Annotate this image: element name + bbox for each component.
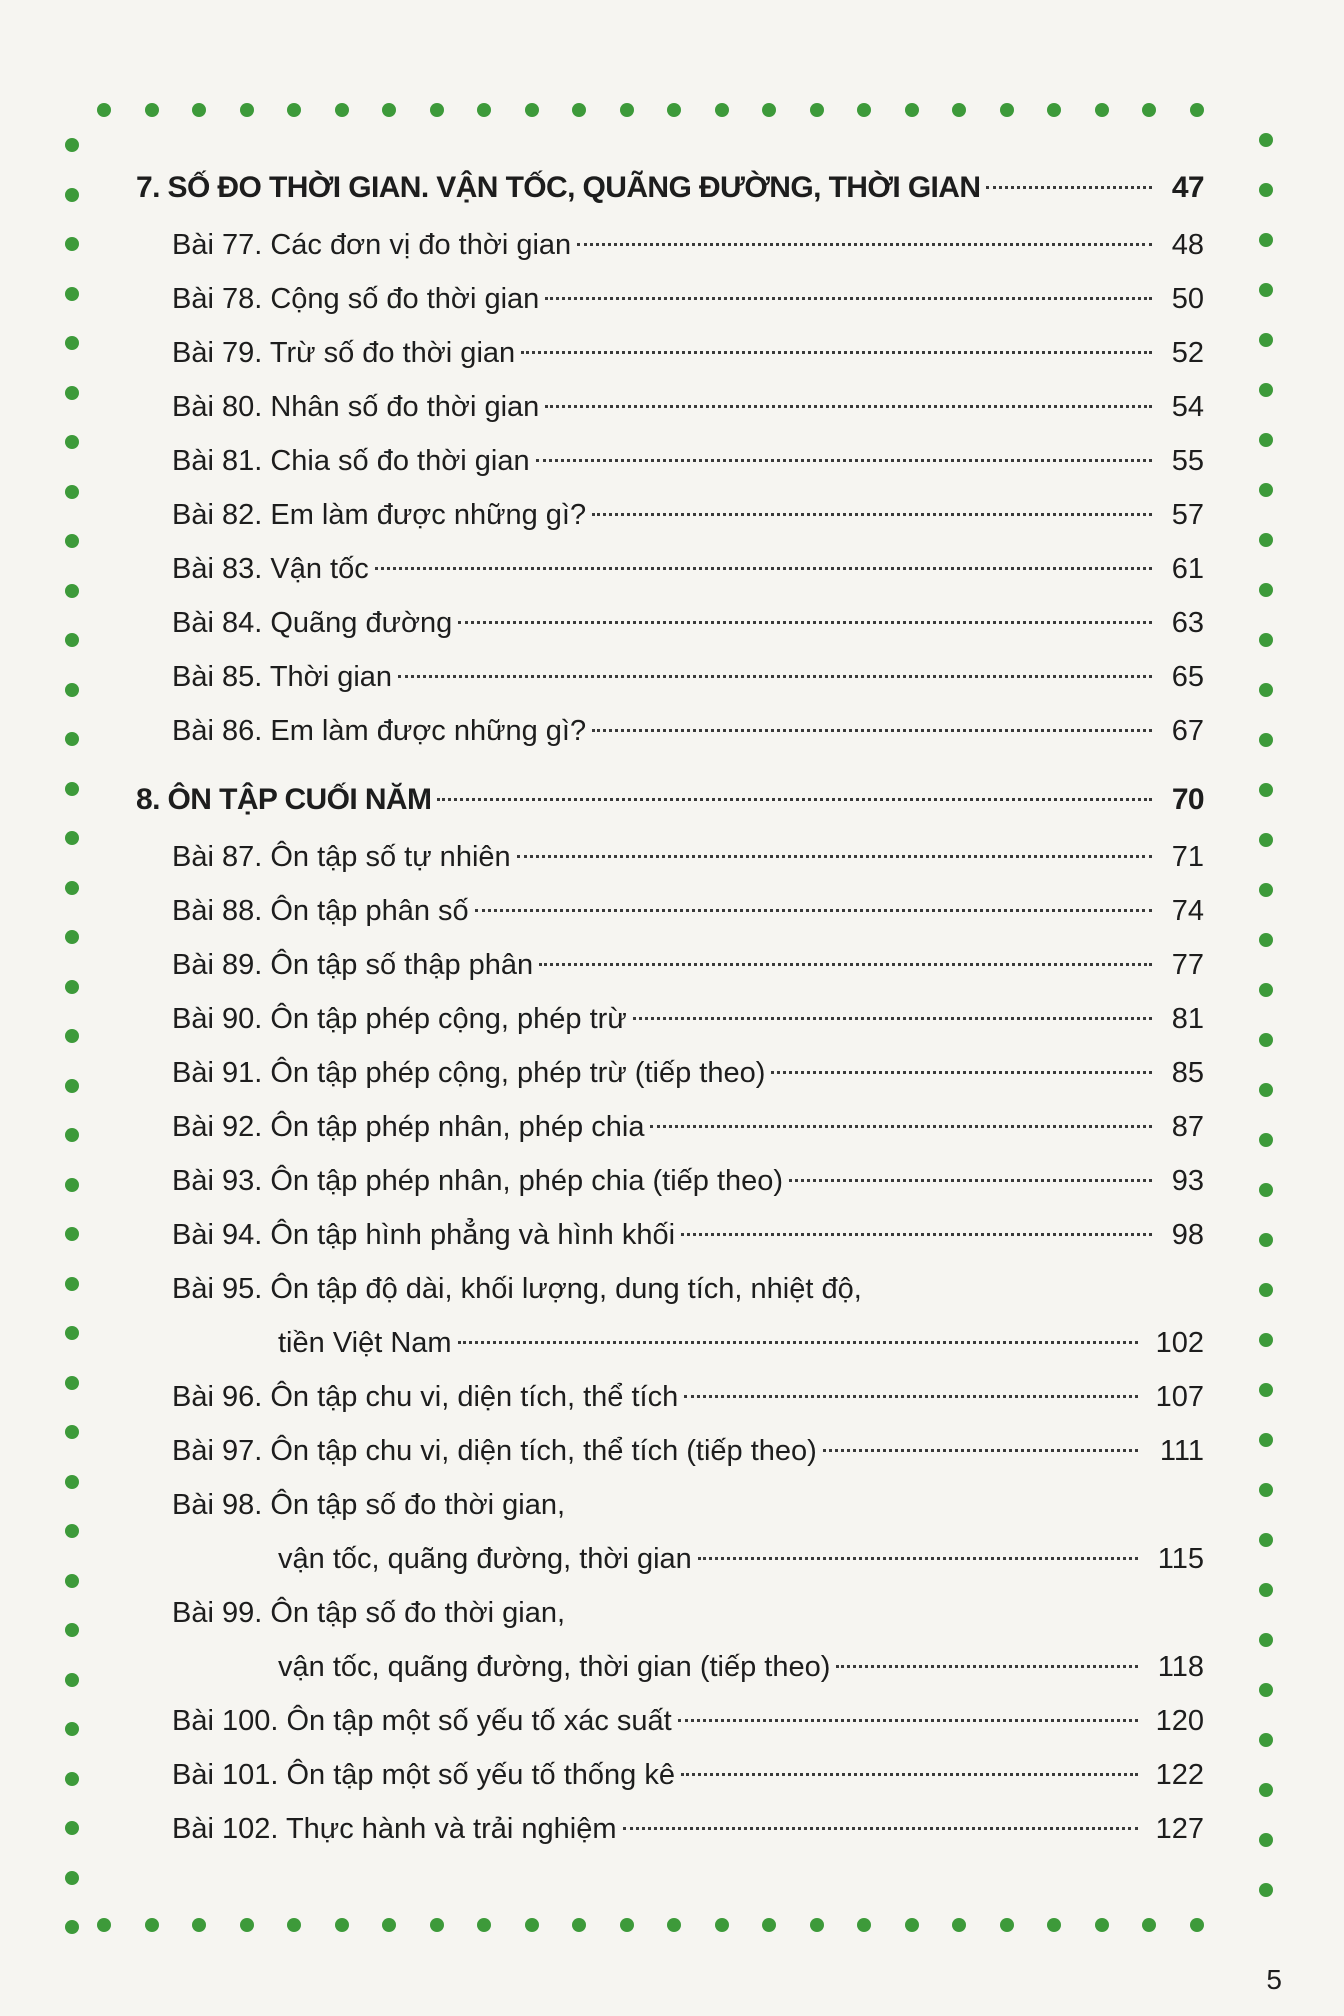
section-title: 7. SỐ ĐO THỜI GIAN. VẬN TỐC, QUÃNG ĐƯỜNG, THỜI GIAN [136,171,981,204]
border-dot [1259,1483,1273,1497]
lesson-page: 63 [1171,607,1204,639]
border-dot [65,1079,79,1093]
border-dot [65,1673,79,1687]
border-dot [1259,1633,1273,1647]
border-dot [240,103,254,117]
lesson-title: Trừ số đo thời gian [269,337,516,369]
border-dot [1259,1733,1273,1747]
lesson-label: Bài 93. [172,1165,263,1197]
border-dot [1259,1183,1273,1197]
lesson-label: Bài 79. [172,337,263,369]
lesson-title: Vận tốc [270,553,369,585]
border-dot [1259,1433,1273,1447]
border-dot [620,103,634,117]
border-dot [1259,1033,1273,1047]
border-dot [65,534,79,548]
border-dot [1259,783,1273,797]
lesson-label: Bài 87. [172,841,263,873]
border-dot [335,103,349,117]
border-dot [667,1918,681,1932]
lesson-label: Bài 78. [172,283,263,315]
border-dot [810,103,824,117]
border-dot [1259,383,1273,397]
lesson-page: 61 [1171,553,1204,585]
lesson-title-continued: vận tốc, quãng đường, thời gian [278,1543,692,1575]
border-dot [1259,333,1273,347]
border-dot [430,103,444,117]
border-dot [145,103,159,117]
border-dot [382,103,396,117]
border-dot [525,1918,539,1932]
lesson-title: Các đơn vị đo thời gian [270,229,572,261]
border-dot [145,1918,159,1932]
border-dot [525,103,539,117]
lesson-page: 107 [1155,1381,1204,1413]
toc-entry[interactable] [136,1154,1204,1208]
border-dot [762,1918,776,1932]
section-page: 47 [1171,171,1204,204]
border-dot [1259,1683,1273,1697]
lesson-label: Bài 94. [172,1219,263,1251]
lesson-label: Bài 88. [172,895,263,927]
lesson-page: 102 [1155,1327,1204,1359]
lesson-title: Ôn tập chu vi, diện tích, thể tích [270,1381,679,1413]
border-dot [620,1918,634,1932]
border-dot [1259,183,1273,197]
border-dot [65,584,79,598]
border-dot [335,1918,349,1932]
toc-entry[interactable] [136,830,1204,884]
lesson-label: Bài 101. [172,1759,279,1791]
toc-entry[interactable] [136,272,1204,326]
border-dot [857,103,871,117]
lesson-page: 50 [1171,283,1204,315]
border-dot [1259,233,1273,247]
lesson-title: Ôn tập độ dài, khối lượng, dung tích, nhiệt độ, [270,1273,862,1305]
lesson-title: Em làm được những gì? [270,715,587,747]
lesson-label: Bài 92. [172,1111,263,1143]
border-dot [65,435,79,449]
border-dot [65,1029,79,1043]
border-dot [1259,1083,1273,1097]
lesson-label: Bài 90. [172,1003,263,1035]
border-dot [1259,433,1273,447]
lesson-title: Ôn tập hình phẳng và hình khối [270,1219,676,1251]
lesson-title: Ôn tập phép cộng, phép trừ (tiếp theo) [270,1057,766,1089]
border-dot [1259,1533,1273,1547]
lesson-page: 87 [1171,1111,1204,1143]
border-dot [65,287,79,301]
border-dot [65,1623,79,1637]
border-dot [65,980,79,994]
lesson-label: Bài 96. [172,1381,263,1413]
lesson-title: Ôn tập phép nhân, phép chia [270,1111,645,1143]
border-dot [65,336,79,350]
lesson-page: 54 [1171,391,1204,423]
lesson-title: Nhân số đo thời gian [270,391,540,423]
toc-entry[interactable] [136,542,1204,596]
toc-entry[interactable] [136,326,1204,380]
lesson-page: 55 [1171,445,1204,477]
border-dot [65,237,79,251]
toc-entry[interactable] [136,1370,1204,1424]
toc-entry[interactable] [136,1694,1204,1748]
toc-entry[interactable] [136,650,1204,704]
border-dot [905,1918,919,1932]
lesson-title: Ôn tập một số yếu tố thống kê [286,1759,675,1791]
section-title: 8. ÔN TẬP CUỐI NĂM [136,783,432,816]
border-dot [1259,533,1273,547]
lesson-title: Chia số đo thời gian [270,445,530,477]
toc-entry-line2[interactable] [136,1532,1204,1586]
toc-entry[interactable] [136,1100,1204,1154]
toc-entry[interactable] [136,596,1204,650]
lesson-title: Ôn tập số đo thời gian, [270,1597,566,1629]
border-dot [1259,133,1273,147]
border-dot [65,1920,79,1934]
lesson-title: Quãng đường [270,607,453,639]
lesson-page: 122 [1155,1759,1204,1791]
toc-entry[interactable] [136,434,1204,488]
border-dot [1259,933,1273,947]
border-dot [1259,883,1273,897]
border-dot [1259,633,1273,647]
border-dot [240,1918,254,1932]
border-dot [65,1425,79,1439]
lesson-page: 118 [1157,1651,1204,1683]
lesson-label: Bài 81. [172,445,263,477]
lesson-label: Bài 80. [172,391,263,423]
lesson-title: Cộng số đo thời gian [270,283,540,315]
border-dot [65,1376,79,1390]
border-dot [97,103,111,117]
border-dot [65,1128,79,1142]
toc-entry[interactable] [136,1802,1204,1856]
toc-entry[interactable] [136,218,1204,272]
border-dot [97,1918,111,1932]
toc-entry[interactable] [136,1208,1204,1262]
border-dot [762,103,776,117]
lesson-title: Ôn tập phân số [270,895,469,927]
border-dot [65,1772,79,1786]
toc-entry-line2[interactable] [136,1316,1204,1370]
border-dot [1259,733,1273,747]
lesson-page: 85 [1171,1057,1204,1089]
border-dot [65,1227,79,1241]
toc-entry[interactable] [136,1424,1204,1478]
lesson-label: Bài 77. [172,229,263,261]
border-dot [65,1178,79,1192]
border-dot [65,1574,79,1588]
border-dot [477,1918,491,1932]
border-dot [65,485,79,499]
border-dot [667,103,681,117]
border-dot [1259,983,1273,997]
toc-entry[interactable] [136,1046,1204,1100]
border-dot [1095,1918,1109,1932]
lesson-page: 48 [1171,229,1204,261]
lesson-page: 74 [1171,895,1204,927]
border-dot [1259,1833,1273,1847]
border-dot [1095,103,1109,117]
border-dot [1047,103,1061,117]
toc-entry-line1[interactable] [136,1586,1204,1640]
toc-entry[interactable] [136,992,1204,1046]
border-dot [1259,483,1273,497]
border-dot [1259,1783,1273,1797]
lesson-label: Bài 100. [172,1705,279,1737]
border-dot [1259,683,1273,697]
toc-entry[interactable] [136,884,1204,938]
border-dot [572,103,586,117]
lesson-label: Bài 98. [172,1489,263,1521]
table-of-contents [136,158,1204,1856]
border-dot [1259,283,1273,297]
lesson-page: 111 [1159,1435,1204,1467]
toc-entry-line2[interactable] [136,1640,1204,1694]
border-dot [715,103,729,117]
lesson-title: Ôn tập số thập phân [270,949,534,981]
border-dot [192,1918,206,1932]
border-dot [1190,103,1204,117]
lesson-page: 52 [1171,337,1204,369]
border-dot [857,1918,871,1932]
lesson-label: Bài 83. [172,553,263,585]
lesson-page: 77 [1171,949,1204,981]
border-dot [65,732,79,746]
border-dot [1259,1133,1273,1147]
border-dot [810,1918,824,1932]
lesson-title-continued: tiền Việt Nam [278,1327,452,1359]
border-dot [1259,1233,1273,1247]
lesson-page: 67 [1171,715,1204,747]
lesson-title: Ôn tập phép cộng, phép trừ [270,1003,627,1035]
page-number: 5 [1266,1964,1282,1995]
border-dot [952,1918,966,1932]
border-dot [1259,1883,1273,1897]
lesson-page: 115 [1157,1543,1204,1575]
border-dot [1259,1283,1273,1297]
lesson-label: Bài 91. [172,1057,263,1089]
lesson-label: Bài 95. [172,1273,263,1305]
border-dot [477,103,491,117]
lesson-label: Bài 99. [172,1597,263,1629]
toc-entry[interactable] [136,938,1204,992]
lesson-label: Bài 84. [172,607,263,639]
lesson-label: Bài 97. [172,1435,263,1467]
section-heading-8[interactable] [136,770,1204,830]
lesson-page: 93 [1171,1165,1204,1197]
lesson-page: 71 [1171,841,1204,873]
border-dot [1259,1583,1273,1597]
lesson-title-continued: vận tốc, quãng đường, thời gian (tiếp theo) [278,1651,831,1683]
border-dot [1142,103,1156,117]
border-dot [1259,1383,1273,1397]
border-dot [287,1918,301,1932]
border-dot [430,1918,444,1932]
lesson-label: Bài 89. [172,949,263,981]
border-dot [65,1326,79,1340]
lesson-title: Ôn tập số tự nhiên [270,841,511,873]
border-dot [572,1918,586,1932]
lesson-page: 57 [1171,499,1204,531]
lesson-title: Em làm được những gì? [270,499,587,531]
lesson-label: Bài 86. [172,715,263,747]
toc-entry-line1[interactable] [136,1478,1204,1532]
border-dot [65,1475,79,1489]
border-dot [65,1722,79,1736]
lesson-title: Thực hành và trải nghiệm [285,1813,617,1845]
lesson-label: Bài 82. [172,499,263,531]
toc-entry[interactable] [136,488,1204,542]
border-dot [65,138,79,152]
toc-entry-line1[interactable] [136,1262,1204,1316]
border-dot [1190,1918,1204,1932]
lesson-title: Ôn tập một số yếu tố xác suất [286,1705,672,1737]
border-dot [65,1871,79,1885]
toc-entry[interactable] [136,704,1204,758]
border-dot [1047,1918,1061,1932]
toc-entry[interactable] [136,380,1204,434]
border-dot [905,103,919,117]
border-dot [192,103,206,117]
lesson-title: Thời gian [269,661,393,693]
border-dot [1259,833,1273,847]
lesson-page: 65 [1171,661,1204,693]
lesson-title: Ôn tập phép nhân, phép chia (tiếp theo) [270,1165,784,1197]
border-dot [65,1524,79,1538]
lesson-page: 98 [1171,1219,1204,1251]
lesson-page: 120 [1155,1705,1204,1737]
section-heading-7[interactable] [136,158,1204,218]
border-dot [1142,1918,1156,1932]
border-dot [65,782,79,796]
lesson-page: 127 [1155,1813,1204,1845]
border-dot [1259,583,1273,597]
lesson-page: 81 [1171,1003,1204,1035]
border-dot [65,930,79,944]
border-dot [65,1821,79,1835]
lesson-label: Bài 102. [172,1813,279,1845]
border-dot [1000,1918,1014,1932]
border-dot [382,1918,396,1932]
border-dot [65,633,79,647]
border-dot [287,103,301,117]
border-dot [65,831,79,845]
section-page: 70 [1171,783,1204,816]
border-dot [715,1918,729,1932]
border-dot [65,188,79,202]
lesson-title: Ôn tập số đo thời gian, [270,1489,566,1521]
border-dot [1259,1333,1273,1347]
border-dot [65,683,79,697]
border-dot [65,386,79,400]
border-dot [65,881,79,895]
border-dot [1000,103,1014,117]
lesson-title: Ôn tập chu vi, diện tích, thể tích (tiếp theo) [270,1435,817,1467]
border-dot [65,1277,79,1291]
toc-entry[interactable] [136,1748,1204,1802]
border-dot [952,103,966,117]
lesson-label: Bài 85. [172,661,263,693]
